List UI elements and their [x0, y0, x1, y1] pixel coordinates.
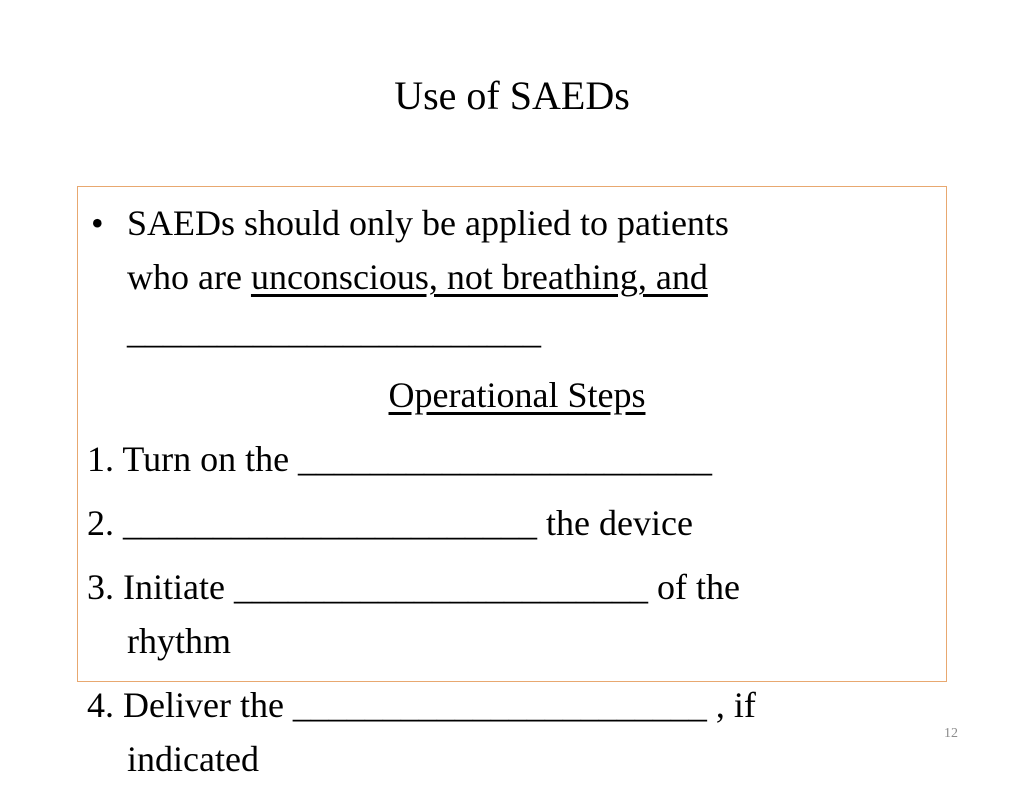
- bullet-item: [87, 196, 947, 250]
- step-3-continuation: rhythm: [127, 621, 231, 661]
- bullet-blank-line: _______________________: [127, 311, 541, 351]
- step-4: 4. Deliver the _______________________ , if: [87, 685, 756, 725]
- slide-body: [87, 196, 947, 786]
- subheading: [87, 368, 947, 422]
- subheading-text: Operational Steps: [388, 375, 646, 415]
- step-3: 3. Initiate _______________________ of the: [87, 567, 740, 607]
- page-number: 12: [944, 726, 958, 741]
- step-4-continuation: indicated: [127, 739, 259, 779]
- step-2: 2. _______________________ the device: [87, 503, 693, 543]
- bullet-line-1: SAEDs should only be applied to patients: [127, 203, 729, 243]
- bullet-line-2: [87, 250, 947, 304]
- step-1: 1. Turn on the _______________________: [87, 439, 713, 479]
- underlined-phrase: unconscious, not breathing, and: [250, 257, 708, 297]
- bullet-icon: •: [91, 203, 104, 243]
- bullet-line-2-prefix: who are: [127, 257, 251, 297]
- slide-title: Use of SAEDs: [394, 73, 630, 118]
